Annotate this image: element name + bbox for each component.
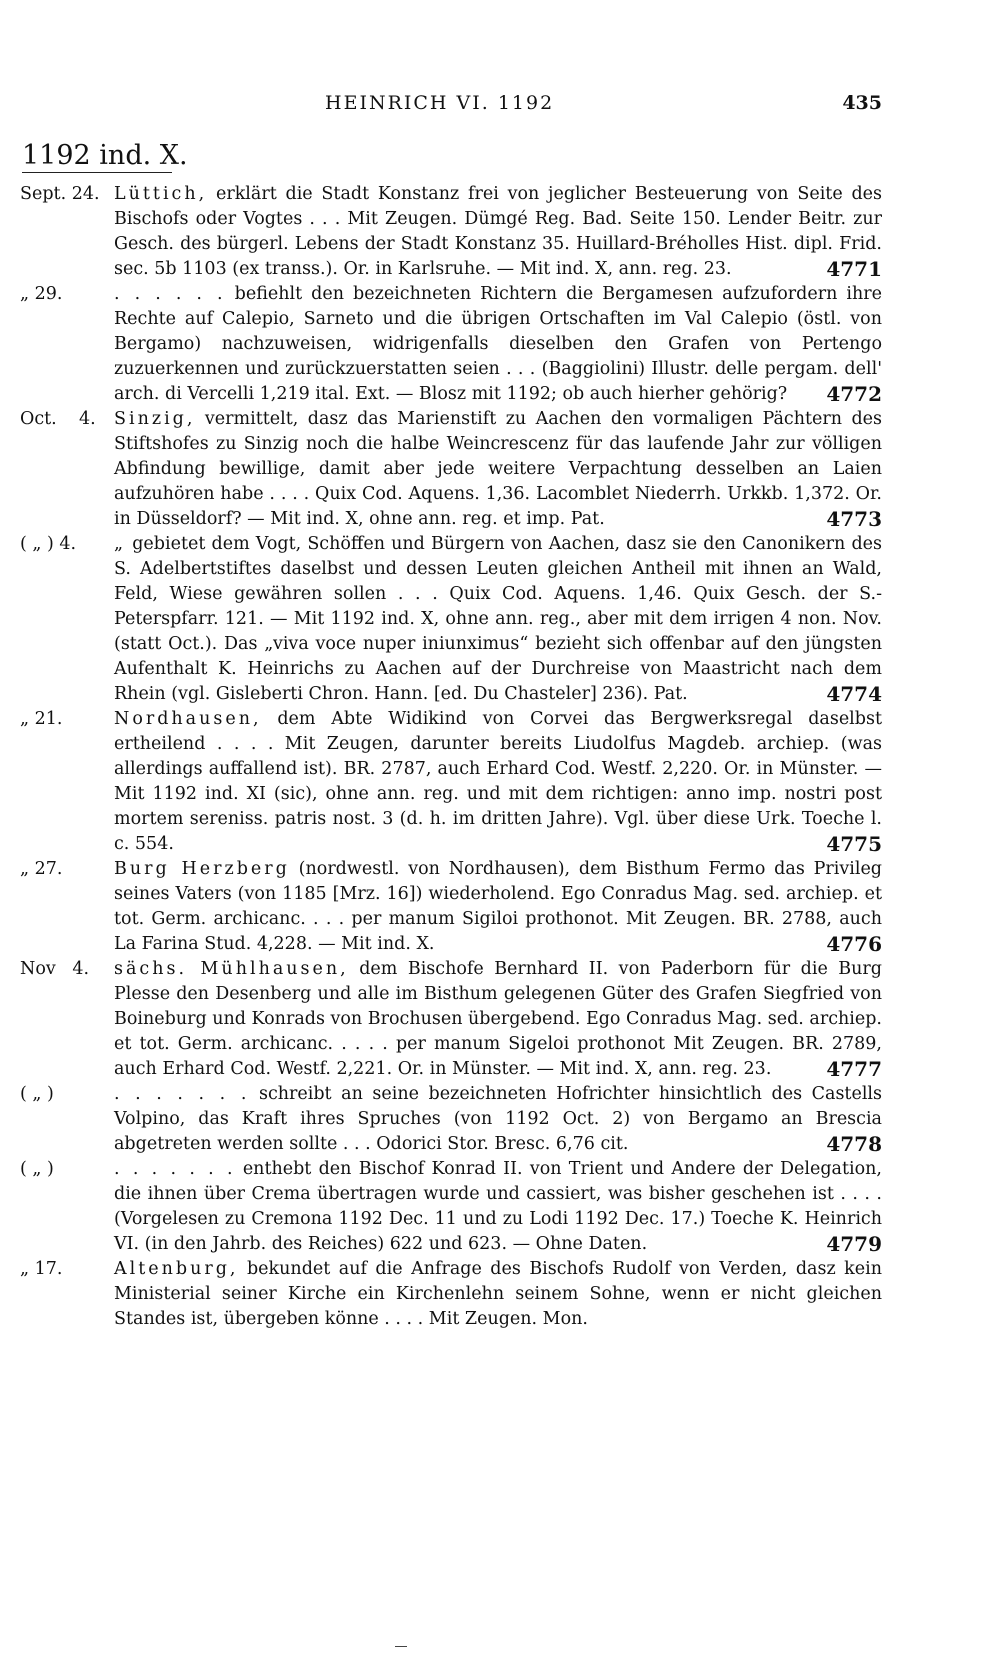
section-heading: 1192 ind. X. xyxy=(22,140,188,171)
entry-number: 4775 xyxy=(826,832,882,856)
entry-number: 4776 xyxy=(826,932,882,956)
entry-body: dem Abte Widikind von Corvei das Bergwerksregal daselbst ertheilend . . . . Mit Zeugen, darunter bereits Liudolfus Magdeb. archiep. (was allerdings auffallend ist). BR. 2787, auch Erhard Cod. Westf. 2,220. Or. in Münster. — Mit 1192 ind. XI (sic), ohne ann. reg. und mit dem richtigen: anno imp. nostri post mortem sereniss. patris nost. 3 (d. h. im dritten Jahre). Vgl. über diese Urk. Toeche l. c. 554. xyxy=(114,709,882,854)
regest-entry xyxy=(0,407,1000,532)
entry-date: Oct. 4. xyxy=(20,409,96,429)
page-number: 435 xyxy=(842,92,882,114)
entry-date: Nov 4. xyxy=(20,959,90,979)
regest-entry xyxy=(0,282,1000,407)
regest-entry xyxy=(0,957,1000,1082)
entry-text xyxy=(114,407,882,532)
entry-place: . . . . . . xyxy=(114,284,226,304)
entry-number: 4778 xyxy=(826,1132,882,1156)
entry-number: 4774 xyxy=(826,682,882,706)
regest-entry xyxy=(0,707,1000,857)
entry-place: Nordhausen, xyxy=(114,709,262,729)
regest-entry xyxy=(0,1157,1000,1257)
entry-text xyxy=(114,1082,882,1157)
regest-entry xyxy=(0,1082,1000,1157)
entry-number: 4771 xyxy=(826,257,882,281)
entry-text xyxy=(114,532,882,707)
entry-text xyxy=(114,857,882,957)
entry-body: gebietet dem Vogt, Schöffen und Bürgern von Aachen, dasz sie den Canonikern des S. Adelbertstiftes daselbst und dessen Leuten gleichen Antheil mit ihnen an Wald, Feld, Wiese gewähren sollen . . . Quix Cod. Aquens. 1,46. Quix Gesch. der S.-Peterspfarr. 121. — Mit 1192 ind. X, ohne ann. reg., aber mit dem irrigen 4 non. Nov. (statt Oct.). Das „viva voce nuper iniunximus“ bezieht sich offenbar auf den jüngsten Aufenthalt K. Heinrichs zu Aachen auf der Durchreise von Maastricht nach dem Rhein (vgl. Gisleberti Chron. Hann. [ed. Du Chasteler] 236). Pat. xyxy=(114,534,882,704)
regest-entry xyxy=(0,182,1000,282)
entry-date: „ 29. xyxy=(20,284,63,304)
entry-date: „ 17. xyxy=(20,1259,63,1279)
entry-place: . . . . . . . xyxy=(114,1084,250,1104)
entry-body: erklärt die Stadt Konstanz frei von jeglicher Besteuerung von Seite des Bischofs oder Vogtes . . . Mit Zeugen. Dümgé Reg. Bad. Seite 150. Lender Beitr. zur Gesch. des bürgerl. Lebens der Stadt Konstanz 35. Huillard-Bréholles Hist. dipl. Frid. sec. 5b 1103 (ex transs.). Or. in Karlsruhe. — Mit ind. X, ann. reg. 23. xyxy=(114,184,882,279)
heading-rule xyxy=(22,172,172,173)
running-head xyxy=(0,92,1000,120)
entry-body: bekundet auf die Anfrage des Bischofs Rudolf von Verden, dasz kein Ministerial seiner Kirche ein Kirchenlehn seinem Sohne, wenn er nicht gleichen Standes ist, übergeben könne . . . . Mit Zeugen. Mon. xyxy=(114,1259,882,1329)
entry-place: Altenburg, xyxy=(114,1259,239,1279)
entry-date: ( „ ) 4. xyxy=(20,534,77,554)
entry-body: (nordwestl. von Nordhausen), dem Bisthum Fermo das Privileg seines Vaters (von 1185 [Mrz. 16]) wiederholend. Ego Conradus Mag. sed. archiep. et tot. Germ. archicanc. . . . per manum Sigiloi prothonot. Mit Zeugen. BR. 2788, auch La Farina Stud. 4,228. — Mit ind. X. xyxy=(114,859,882,954)
entry-place: Lüttich, xyxy=(114,184,208,204)
entry-place: „ xyxy=(114,534,127,554)
entry-text xyxy=(114,182,882,282)
entry-body: schreibt an seine bezeichneten Hofrichter hinsichtlich des Castells Volpino, das Kraft ihres Spruches (von 1192 Oct. 2) von Bergamo an Brescia abgetreten werden sollte . . . Odorici Stor. Bresc. 6,76 cit. xyxy=(114,1084,882,1154)
entry-number: 4777 xyxy=(826,1057,882,1081)
entry-body: dem Bischofe Bernhard II. von Paderborn für die Burg Plesse den Desenberg und alle im Bisthum gelegenen Güter des Grafen Siegfried von Boineburg und Konrads von Brochusen übergebend. Ego Conradus Mag. sed. archiep. et tot. Germ. archicanc. . . . . per manum Sigeloi prothonot Mit Zeugen. BR. 2789, auch Erhard Cod. Westf. 2,221. Or. in Münster. — Mit ind. X, ann. reg. 23. xyxy=(114,959,882,1079)
footer-mark xyxy=(395,1646,407,1647)
entry-place: . . . . . . . xyxy=(114,1159,236,1179)
entry-number: 4772 xyxy=(826,382,882,406)
entry-text xyxy=(114,282,882,407)
entry-text xyxy=(114,707,882,857)
entry-date: Sept. 24. xyxy=(20,184,100,204)
entry-number: 4779 xyxy=(826,1232,882,1256)
entry-date: ( „ ) xyxy=(20,1159,54,1179)
entry-text xyxy=(114,1257,882,1332)
regesta-entries xyxy=(0,182,1000,1332)
running-title: HEINRICH VI. 1192 xyxy=(325,92,555,114)
entry-body: befiehlt den bezeichneten Richtern die Bergamesen aufzufordern ihre Rechte auf Calepio, Sarneto und die übrigen Ortschaften im Val Calepio (östl. von Bergamo) nachzuweisen, widrigenfalls dieselben den Grafen von Pertengo zuzuerkennen und zurückzuerstatten seien . . . (Baggiolini) Illustr. delle pergam. dell' arch. di Vercelli 1,219 ital. Ext. — Blosz mit 1192; ob auch hierher gehörig? xyxy=(114,284,882,404)
entry-place: Sinzig, xyxy=(114,409,196,429)
regest-entry xyxy=(0,532,1000,707)
entry-place: sächs. Mühlhausen, xyxy=(114,959,349,979)
entry-date: „ 27. xyxy=(20,859,63,879)
entry-text xyxy=(114,957,882,1082)
entry-body: vermittelt, dasz das Marienstift zu Aachen den vormaligen Pächtern des Stiftshofes zu Sinzig noch die halbe Weincrescenz für das laufende Jahr zur völligen Abfindung bewillige, damit aber jede weitere Verpachtung desselben an Laien aufzuhören habe . . . . Quix Cod. Aquens. 1,36. Lacomblet Niederrh. Urkkb. 1,372. Or. in Düsseldorf? — Mit ind. X, ohne ann. reg. et imp. Pat. xyxy=(114,409,882,529)
regest-entry xyxy=(0,857,1000,957)
entry-date: ( „ ) xyxy=(20,1084,54,1104)
entry-body: enthebt den Bischof Konrad II. von Trient und Andere der Delegation, die ihnen über Crema übertragen wurde und cassiert, was bisher geschehen ist . . . . (Vorgelesen zu Cremona 1192 Dec. 11 und zu Lodi 1192 Dec. 17.) Toeche K. Heinrich VI. (in den Jahrb. des Reiches) 622 und 623. — Ohne Daten. xyxy=(114,1159,882,1254)
regest-entry xyxy=(0,1257,1000,1332)
entry-place: Burg Herzberg xyxy=(114,859,290,879)
entry-date: „ 21. xyxy=(20,709,63,729)
entry-text xyxy=(114,1157,882,1257)
entry-number: 4773 xyxy=(826,507,882,531)
